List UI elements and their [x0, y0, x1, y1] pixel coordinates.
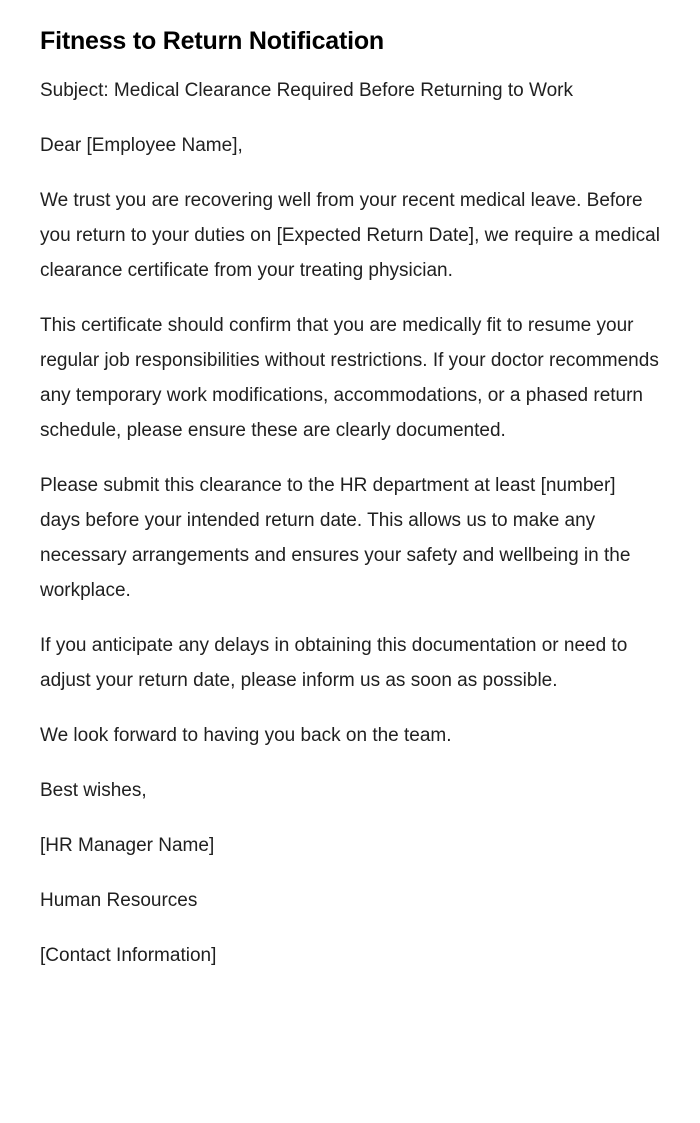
body-paragraph-1: We trust you are recovering well from your recent medical leave. Before you return to your duties on [Expected Return Date], we require a medical clearance certificate from your treating physician.: [40, 190, 660, 281]
salutation: Dear [Employee Name],: [40, 135, 243, 156]
body-paragraph-2: This certificate should confirm that you are medically fit to resume your regular job responsibilities without restrictions. If your doctor recommends any temporary work modifications, accommodations, or a phased return schedule, please ensure these are clearly documented.: [40, 315, 659, 441]
signature-name: [HR Manager Name]: [40, 835, 215, 856]
body-paragraph-5: We look forward to having you back on the team.: [40, 725, 452, 746]
signature-contact: [Contact Information]: [40, 945, 217, 966]
document-title: Fitness to Return Notification: [40, 27, 385, 55]
signature-department: Human Resources: [40, 890, 198, 911]
body-paragraph-4: If you anticipate any delays in obtaining this documentation or need to adjust your return date, please inform us as soon as possible.: [40, 635, 628, 691]
subject-line: Subject: Medical Clearance Required Before Returning to Work: [40, 80, 573, 101]
letter-page: [40, 22, 660, 993]
body-paragraph-3: Please submit this clearance to the HR department at least [number] days before your intended return date. This allows us to make any necessary arrangements and ensures your safety and wellbeing in the workplace.: [40, 475, 631, 601]
closing: Best wishes,: [40, 780, 147, 801]
